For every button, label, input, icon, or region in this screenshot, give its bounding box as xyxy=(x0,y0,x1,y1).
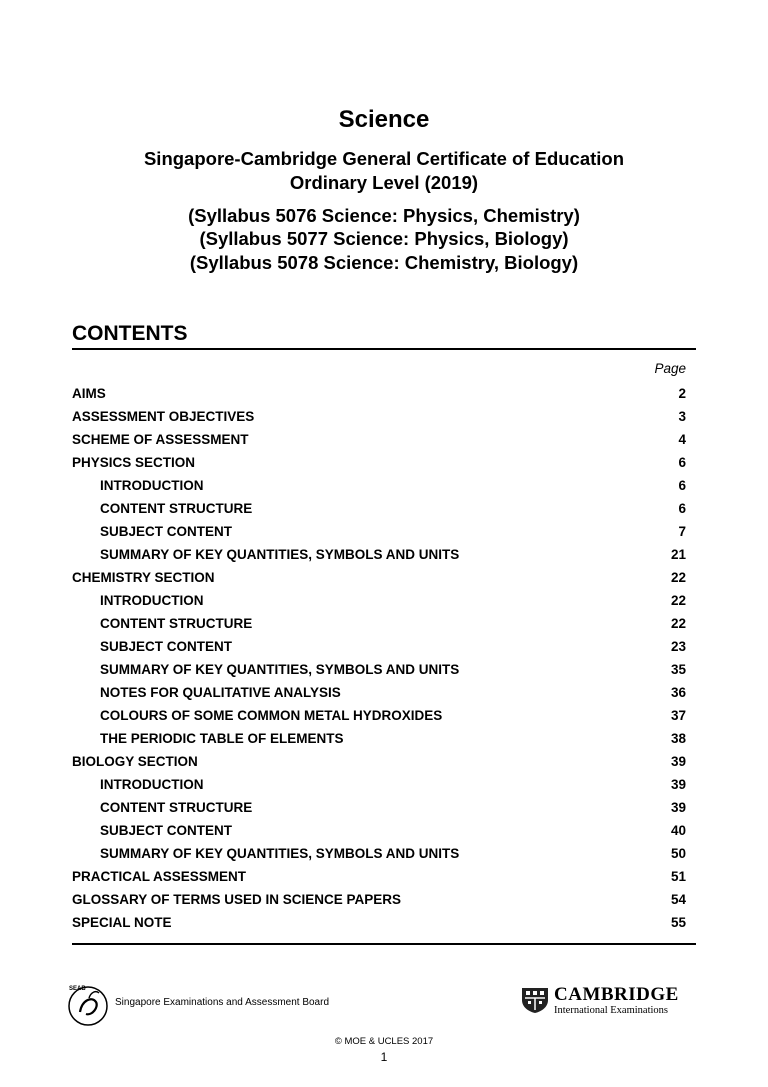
toc-entry-label: SUBJECT CONTENT xyxy=(100,823,233,838)
toc-entry-page: 50 xyxy=(670,846,686,861)
toc-entry-page: 22 xyxy=(670,593,686,608)
toc-entry-page: 39 xyxy=(670,754,686,769)
toc-entry-page: 35 xyxy=(670,662,686,677)
syllabus-5077: (Syllabus 5077 Science: Physics, Biology) xyxy=(199,228,569,249)
toc-entry-label: ASSESSMENT OBJECTIVES xyxy=(72,409,255,424)
syllabus-5076: (Syllabus 5076 Science: Physics, Chemistry) xyxy=(188,205,580,226)
toc-entry xyxy=(72,566,686,589)
toc-entry-label: GLOSSARY OF TERMS USED IN SCIENCE PAPERS xyxy=(72,892,402,907)
toc-entry-label: PHYSICS SECTION xyxy=(72,455,196,470)
toc-entry-page: 39 xyxy=(670,777,686,792)
toc-entry xyxy=(72,911,686,934)
document-subtitle-line-2: Ordinary Level (2019) xyxy=(289,172,479,193)
contents-top-rule xyxy=(72,348,696,350)
toc-entry-label: NOTES FOR QUALITATIVE ANALYSIS xyxy=(100,685,341,700)
seab-name: Singapore Examinations and Assessment Board xyxy=(115,997,330,1008)
toc-entry-page: 36 xyxy=(670,685,686,700)
toc-entry-label: INTRODUCTION xyxy=(100,593,204,608)
toc-entry xyxy=(72,681,686,704)
toc-entry xyxy=(72,727,686,750)
seab-logo-icon xyxy=(66,976,110,1028)
toc-entry-label: SUMMARY OF KEY QUANTITIES, SYMBOLS AND UNITS xyxy=(100,662,460,677)
toc-entry xyxy=(72,773,686,796)
toc-entry-label: CHEMISTRY SECTION xyxy=(72,570,215,585)
toc-entry-label: COLOURS OF SOME COMMON METAL HYDROXIDES xyxy=(100,708,443,723)
toc-entry-label: SUMMARY OF KEY QUANTITIES, SYMBOLS AND UNITS xyxy=(100,547,460,562)
toc-entry xyxy=(72,612,686,635)
toc-entry-label: CONTENT STRUCTURE xyxy=(100,501,253,516)
toc-entry-label: PRACTICAL ASSESSMENT xyxy=(72,869,247,884)
toc-entry-page: 4 xyxy=(678,432,686,447)
toc-entry xyxy=(72,589,686,612)
toc-entry-page: 40 xyxy=(670,823,686,838)
toc-entry xyxy=(72,888,686,911)
cambridge-shield-icon xyxy=(520,986,550,1014)
toc-entry-label: CONTENT STRUCTURE xyxy=(100,616,253,631)
cambridge-subtitle: International Examinations xyxy=(554,1005,669,1016)
toc-entry xyxy=(72,819,686,842)
toc-entry-page: 2 xyxy=(678,386,686,401)
toc-entry xyxy=(72,796,686,819)
contents-heading: CONTENTS xyxy=(72,322,188,345)
toc-entry-page: 6 xyxy=(678,455,686,470)
toc-entry xyxy=(72,635,686,658)
toc-entry-label: CONTENT STRUCTURE xyxy=(100,800,253,815)
toc-entry-page: 3 xyxy=(678,409,686,424)
toc-entry xyxy=(72,405,686,428)
toc-entry-label: SUMMARY OF KEY QUANTITIES, SYMBOLS AND UNITS xyxy=(100,846,460,861)
table-of-contents xyxy=(72,382,686,934)
contents-bottom-rule xyxy=(72,943,696,945)
toc-entry xyxy=(72,520,686,543)
toc-entry-label: SPECIAL NOTE xyxy=(72,915,172,930)
toc-entry-label: SCHEME OF ASSESSMENT xyxy=(72,432,249,447)
document-subtitle-line-1: Singapore-Cambridge General Certificate of Education xyxy=(143,148,625,169)
toc-entry xyxy=(72,474,686,497)
toc-entry-page: 38 xyxy=(670,731,686,746)
toc-entry xyxy=(72,543,686,566)
toc-entry xyxy=(72,865,686,888)
toc-entry-label: INTRODUCTION xyxy=(100,777,204,792)
toc-entry-page: 23 xyxy=(670,639,686,654)
cambridge-name: CAMBRIDGE xyxy=(554,984,679,1005)
toc-entry xyxy=(72,658,686,681)
toc-entry-label: BIOLOGY SECTION xyxy=(72,754,198,769)
toc-entry xyxy=(72,497,686,520)
toc-entry-page: 39 xyxy=(670,800,686,815)
toc-entry-page: 7 xyxy=(678,524,686,539)
toc-entry xyxy=(72,704,686,727)
toc-entry-label: AIMS xyxy=(72,386,106,401)
seab-logo-text: SEAB xyxy=(69,986,86,992)
toc-entry xyxy=(72,451,686,474)
copyright-notice: © MOE & UCLES 2017 xyxy=(334,1036,434,1047)
toc-entry-page: 6 xyxy=(678,501,686,516)
toc-entry-page: 51 xyxy=(670,869,686,884)
toc-entry-page: 22 xyxy=(670,570,686,585)
toc-entry-label: INTRODUCTION xyxy=(100,478,204,493)
cambridge-logo xyxy=(520,984,680,1018)
document-title: Science xyxy=(338,106,430,133)
page-column-label: Page xyxy=(654,361,686,376)
toc-entry-page: 6 xyxy=(678,478,686,493)
toc-entry-page: 54 xyxy=(670,892,686,907)
toc-entry-page: 37 xyxy=(670,708,686,723)
toc-entry xyxy=(72,750,686,773)
toc-entry xyxy=(72,842,686,865)
toc-entry-page: 21 xyxy=(670,547,686,562)
toc-entry-page: 22 xyxy=(670,616,686,631)
toc-entry xyxy=(72,382,686,405)
toc-entry-label: SUBJECT CONTENT xyxy=(100,639,233,654)
toc-entry xyxy=(72,428,686,451)
toc-entry-page: 55 xyxy=(670,915,686,930)
page-number: 1 xyxy=(380,1050,388,1064)
syllabus-5078: (Syllabus 5078 Science: Chemistry, Biology) xyxy=(189,252,579,273)
toc-entry-label: SUBJECT CONTENT xyxy=(100,524,233,539)
toc-entry-label: THE PERIODIC TABLE OF ELEMENTS xyxy=(100,731,344,746)
